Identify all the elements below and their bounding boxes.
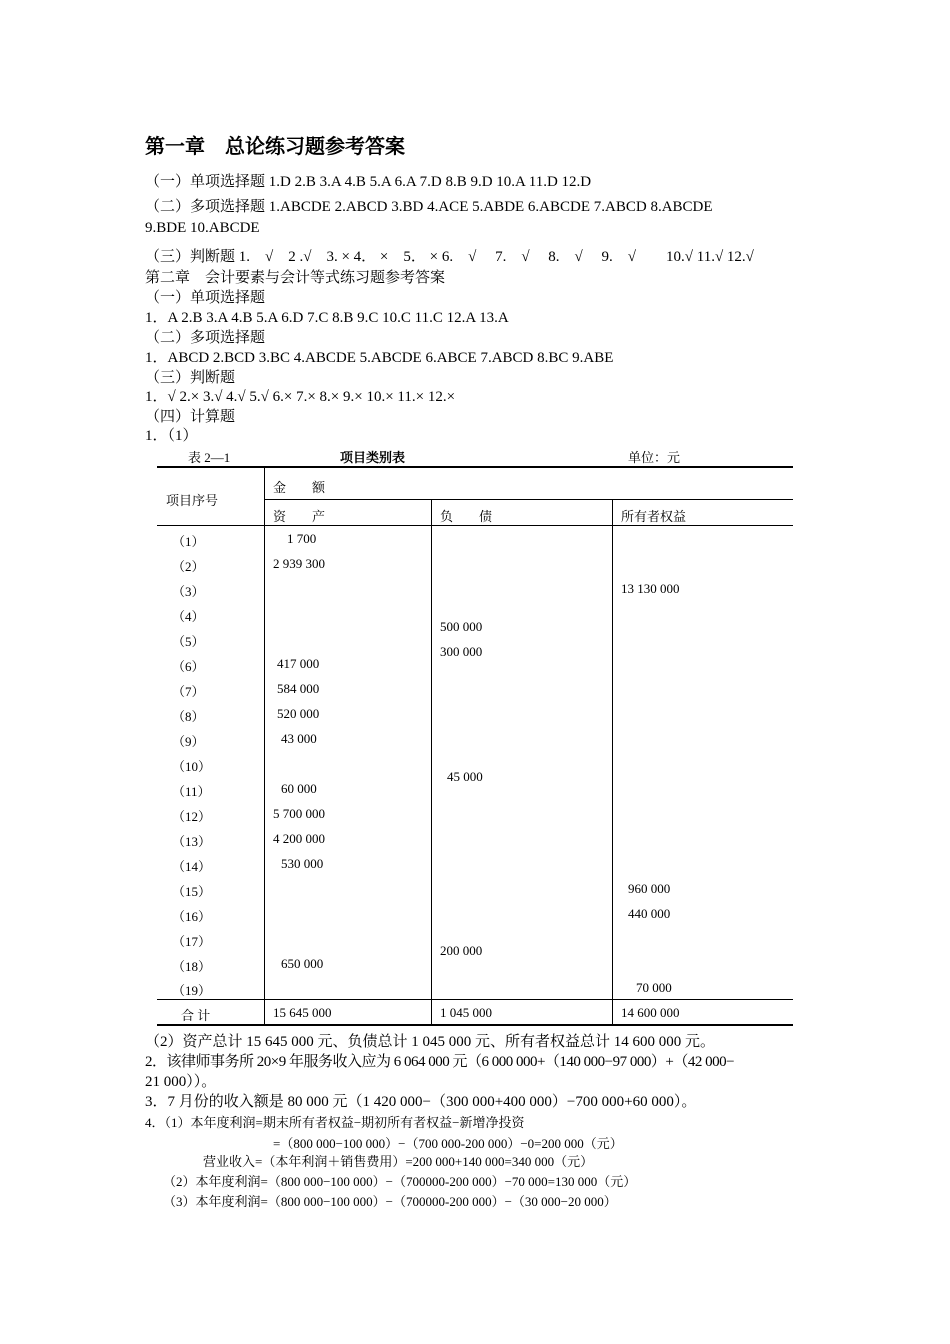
answer-q2-cont: 21 000））。 (145, 1074, 217, 1090)
equity-value: 70 000 (636, 980, 672, 995)
row-label: （2） (172, 559, 205, 574)
answer-p2: （2）资产总计 15 645 000 元、负债总计 1 045 000 元、所有者权益总计 14 600 000 元。 (145, 1034, 716, 1050)
asset-value: 584 000 (277, 681, 320, 696)
asset-value: 520 000 (277, 706, 320, 721)
table-header-rule (157, 525, 793, 526)
asset-value: 2 939 300 (273, 556, 325, 571)
table-col-divider-1 (264, 467, 265, 1025)
asset-value: 5 700 000 (273, 806, 325, 821)
asset-value: 1 700 (287, 531, 317, 546)
table-bottom-rule (157, 1024, 793, 1026)
liab-value: 45 000 (447, 769, 483, 784)
row-label: （6） (172, 659, 205, 674)
answer-q3: 3．7 月份的收入额是 80 000 元（1 420 000−（300 000+400 000）−700 000+60 000）。 (145, 1094, 697, 1110)
total-liab: 1 045 000 (440, 1005, 492, 1020)
table-number: 表 2—1 (188, 450, 231, 465)
total-equity: 14 600 000 (621, 1005, 680, 1020)
ch2-q1: 1．（1） (145, 428, 198, 444)
table-amount-rule (264, 499, 793, 500)
row-label: （17） (172, 934, 212, 949)
row-label: （3） (172, 584, 205, 599)
col-asset-header: 资 产 (273, 509, 326, 524)
chapter1-title: 第一章 总论练习题参考答案 (145, 134, 405, 158)
ch2-single-head: （一）单项选择题 (145, 290, 266, 306)
row-label: （13） (172, 834, 212, 849)
table-top-rule (157, 466, 793, 468)
total-asset: 15 645 000 (273, 1005, 332, 1020)
asset-value: 4 200 000 (273, 831, 325, 846)
col-equity-header: 所有者权益 (621, 509, 687, 524)
table-col-divider-3 (612, 500, 613, 1025)
row-label: （18） (172, 959, 212, 974)
row-label: （8） (172, 709, 205, 724)
ch2-multi-body: 1．ABCD 2.BCD 3.BC 4.ABCDE 5.ABCDE 6.ABCE 7.ABCD 8.BC 9.ABE (145, 350, 614, 366)
answer-q4-2: =（800 000−100 000）−（700 000-200 000）−0=200 000（元） (273, 1136, 623, 1151)
col-item-header: 项目序号 (166, 493, 219, 508)
row-label: （5） (172, 634, 205, 649)
table-col-divider-2 (431, 500, 432, 1025)
table-total-rule (157, 999, 793, 1000)
col-amount-header: 金 额 (273, 480, 326, 495)
equity-value: 440 000 (628, 906, 671, 921)
ch1-single-choice: （一）单项选择题 1.D 2.B 3.A 4.B 5.A 6.A 7.D 8.B 9.D 10.A 11.D 12.D (145, 174, 592, 190)
answer-q4-4: （2）本年度利润=（800 000−100 000）−（700000-200 000）−70 000=130 000（元） (163, 1174, 637, 1189)
col-liab-header: 负 债 (440, 509, 493, 524)
asset-value: 417 000 (277, 656, 320, 671)
table-unit: 单位：元 (628, 450, 681, 465)
row-label: （10） (172, 759, 212, 774)
row-label: （4） (172, 609, 205, 624)
row-label: （14） (172, 859, 212, 874)
asset-value: 530 000 (281, 856, 324, 871)
liab-value: 300 000 (440, 644, 483, 659)
answer-q4-1: 4．（1）本年度利润=期末所有者权益−期初所有者权益−新增净投资 (145, 1115, 525, 1130)
answer-q4-3: 营业收入=（本年利润＋销售费用）=200 000+140 000=340 000（元） (203, 1154, 594, 1169)
ch2-judge-head: （三）判断题 (145, 370, 236, 386)
liab-value: 500 000 (440, 619, 483, 634)
ch1-multi-choice: （二）多项选择题 1.ABCDE 2.ABCD 3.BD 4.ACE 5.ABDE 6.ABCDE 7.ABCD 8.ABCDE (145, 199, 713, 215)
row-label: （9） (172, 734, 205, 749)
row-label: （19） (172, 983, 212, 998)
answer-q2: 2．该律师事务所 20×9 年服务收入应为 6 064 000 元（6 000 000+（140 000−97 000）+（42 000− (145, 1054, 735, 1070)
liab-value: 200 000 (440, 943, 483, 958)
ch1-multi-choice-cont: 9.BDE 10.ABCDE (145, 220, 260, 236)
row-label: （7） (172, 684, 205, 699)
equity-value: 13 130 000 (621, 581, 680, 596)
ch1-judge: （三）判断题 1. √ 2 .√ 3. × 4． × 5． × 6. √ 7. √ 8. √ 9. √ 10.√ 11.√ 12.√ (145, 249, 754, 265)
chapter2-title: 第二章 会计要素与会计等式练习题参考答案 (145, 270, 446, 286)
asset-value: 60 000 (281, 781, 317, 796)
equity-value: 960 000 (628, 881, 671, 896)
ch2-judge-body: 1．√ 2.× 3.√ 4.√ 5.√ 6.× 7.× 8.× 9.× 10.× 11.× 12.× (145, 389, 456, 405)
row-label: （16） (172, 909, 212, 924)
asset-value: 650 000 (281, 956, 324, 971)
asset-value: 43 000 (281, 731, 317, 746)
answer-q4-5: （3）本年度利润=（800 000−100 000）−（700000-200 000）−（30 000−20 000） (163, 1194, 617, 1209)
total-label: 合 计 (181, 1008, 211, 1023)
row-label: （12） (172, 809, 212, 824)
row-label: （15） (172, 884, 212, 899)
row-label: （11） (172, 784, 211, 799)
ch2-single-body: 1．A 2.B 3.A 4.B 5.A 6.D 7.C 8.B 9.C 10.C 11.C 12.A 13.A (145, 310, 509, 326)
table-title: 项目类别表 (340, 451, 406, 466)
ch2-multi-head: （二）多项选择题 (145, 330, 266, 346)
row-label: （1） (172, 534, 205, 549)
ch2-calc-head: （四）计算题 (145, 409, 236, 425)
